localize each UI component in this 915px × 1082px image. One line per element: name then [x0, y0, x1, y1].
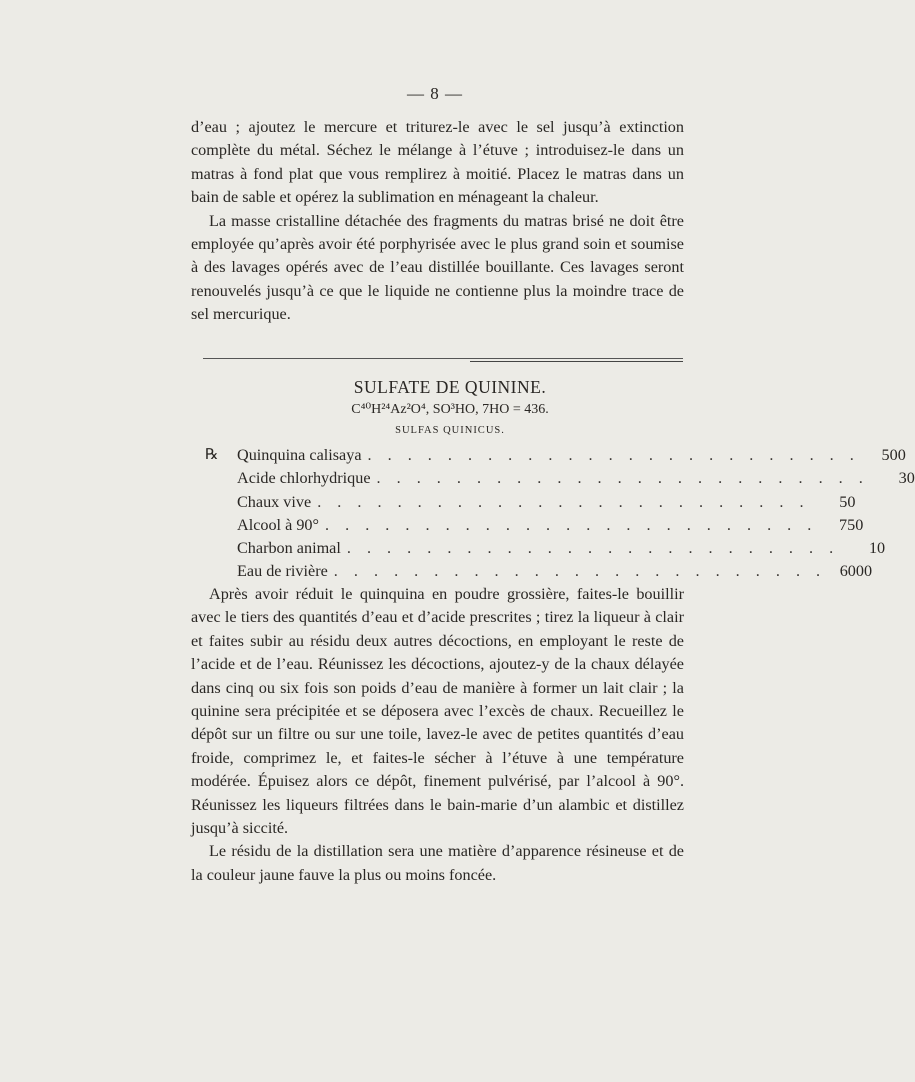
- ingredient-name: Quinquina calisaya: [237, 446, 362, 464]
- ingredient-name: Acide chlorhydrique: [237, 469, 371, 488]
- recipe-row: [203, 537, 886, 560]
- recipe-icon: ℞: [205, 447, 219, 463]
- leader-dots: . . . . . . . . . . . . . . . . . . . . . . . . .: [376, 469, 869, 488]
- leader-dots: . . . . . . . . . . . . . . . . . . . . . . . . .: [325, 515, 818, 534]
- ingredient-amount: 50: [839, 492, 856, 511]
- paragraph: La masse cristalline détachée des fragments du matras brisé ne doit être employée qu’après avoir été porphyrisée avec le plus grand soin et soumise à des lavages opérés avec de l’eau distillée bouillante. Ces lavages seront renouvelés jusqu’à ce que le liquide ne contienne plus la moindre trace de sel mercurique.: [191, 211, 684, 324]
- recipe-row: [203, 491, 856, 514]
- ingredient-name: Chaux vive: [237, 492, 312, 511]
- recipe-row: [203, 560, 873, 583]
- recipe-row: [203, 444, 906, 467]
- leader-dots: . . . . . . . . . . . . . . . . . . . . . . . . .: [346, 539, 840, 558]
- ingredient-amount: 500: [881, 446, 906, 464]
- body-text: [191, 583, 684, 887]
- ingredient-name: Charbon animal: [237, 539, 341, 558]
- leader-dots: . . . . . . . . . . . . . . . . . . . . . . . . .: [367, 446, 860, 464]
- ingredient-amount: 750: [839, 515, 864, 534]
- paragraph: Après avoir réduit le quinquina en poudre grossière, faites-le bouillir avec le tiers des quantités d’eau et d’acide prescrites ; tirez la liqueur à clair et faites subir au résidu deux autres décoctions, en employant le reste de l’acide et de l’eau. Réunissez les décoctions, ajoutez-y de la chaux délayée dans cinq ou six fois son poids d’eau de manière à former un lait clair ; la quinine sera précipitée et se déposera avec l’excès de chaux. Recueillez le dépôt sur un filtre ou sur une toile, lavez-le avec de petites quantités d’eau froide, comprimez le, et faites-le sécher à l’étuve à une température modérée. Épuisez alors ce dépôt, finement pulvérisé, par l’alcool à 90°. Réunissez les liqueurs filtrées dans le bain-marie d’un alambic et distillez jusqu’à siccité.: [191, 585, 684, 838]
- intro-text: [191, 116, 684, 327]
- ingredient-name: Alcool à 90°: [237, 515, 319, 534]
- section-divider-accent: [470, 361, 683, 362]
- section-divider: [203, 358, 683, 359]
- ingredient-amount: 30: [898, 469, 915, 488]
- chemical-formula: C⁴⁰H²⁴Az²O⁴, SO³HO, 7HO = 436.: [351, 402, 549, 417]
- latin-name: SULFAS QUINICUS.: [395, 425, 505, 436]
- section-title: SULFATE DE QUININE.: [353, 377, 547, 397]
- ingredient-amount: 10: [868, 539, 886, 558]
- ingredient-name: Eau de rivière: [237, 562, 328, 581]
- paragraph: Le résidu de la distillation sera une matière d’apparence résineuse et de la couleur jaune fauve la plus ou moins foncée.: [191, 842, 684, 884]
- ingredient-amount: 6000: [839, 562, 873, 581]
- paragraph: d’eau ; ajoutez le mercure et triturez-le avec le sel jusqu’à extinction complète du métal. Séchez le mélange à l’étuve ; introduisez-le dans un matras à fond plat que vous remplirez à moitié. Placez le matras dans un bain de sable et opérez la sublimation en ménageant la chaleur.: [191, 118, 684, 207]
- leader-dots: . . . . . . . . . . . . . . . . . . . . . . . . .: [333, 562, 827, 581]
- leader-dots: . . . . . . . . . . . . . . . . . . . . . . . . .: [317, 492, 810, 511]
- recipe-row: [203, 467, 915, 490]
- page-number: — 8 —: [407, 84, 463, 103]
- recipe-list: [203, 444, 915, 584]
- recipe-row: [203, 514, 864, 537]
